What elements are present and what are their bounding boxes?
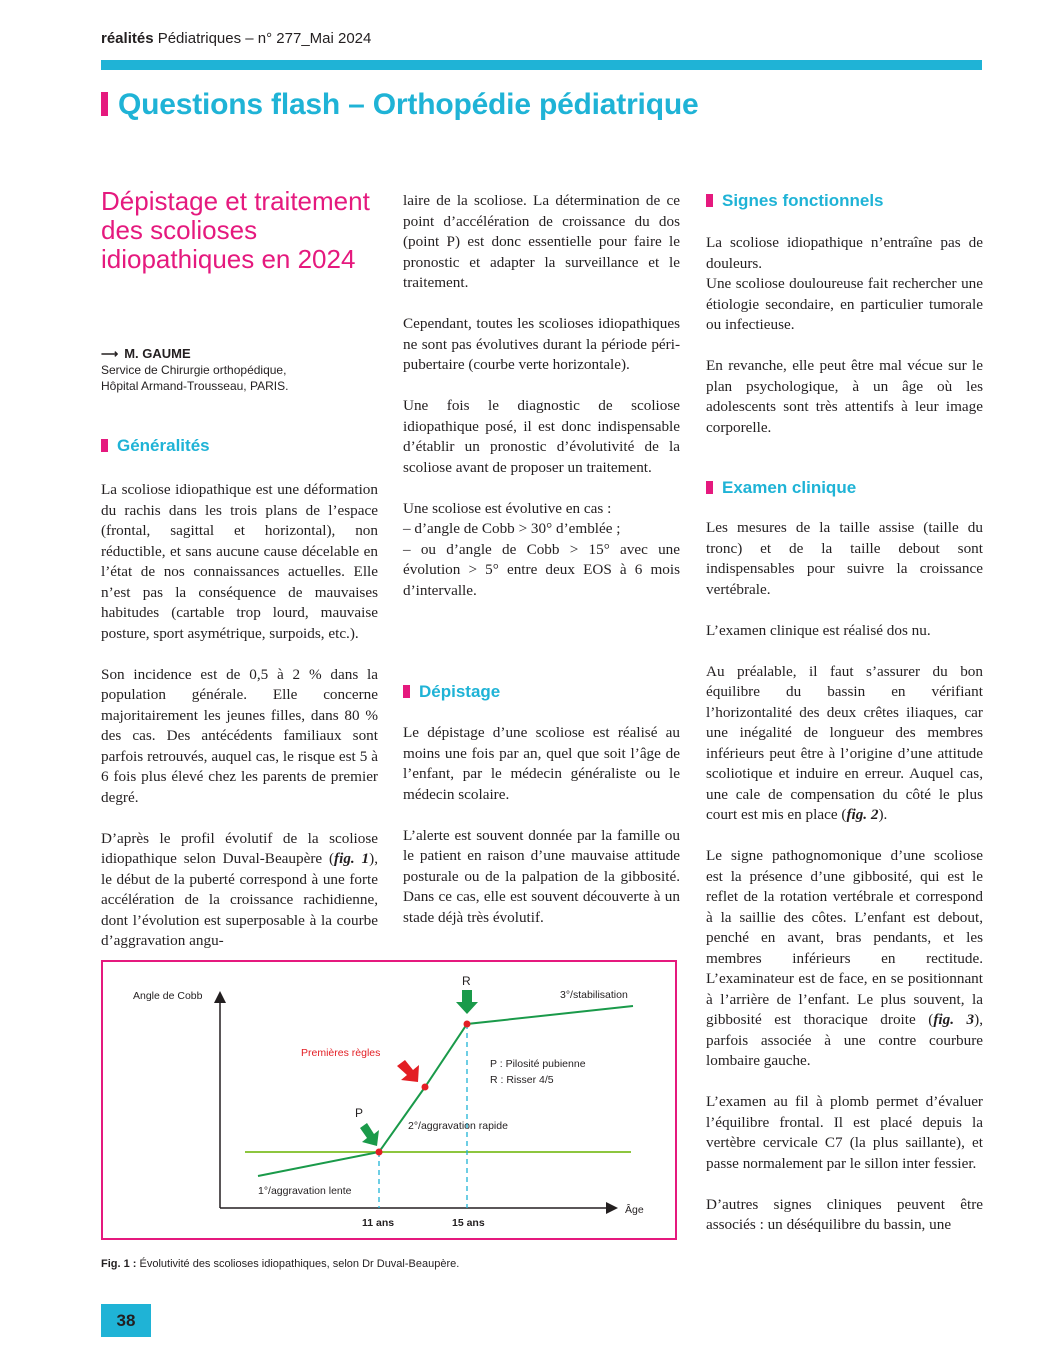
label-premieres-regles: Premières règles — [301, 1047, 381, 1059]
paragraph: Les mesures de la taille assise (taille du tronc) et de la taille debout sont indispensables pour suivre la croissance vertébrale. — [706, 519, 983, 598]
paragraph: Une fois le diagnostic de scoliose idiopathique posé, il est donc indispensable d’établir un pronostic d’évolutivité de la scoliose avant de proposer un traitement. — [403, 397, 680, 476]
heading-text: Examen clinique — [722, 478, 857, 497]
paragraph: Cependant, toutes les scolioses idiopathiques ne sont pas évolutives durant la période péri-pubertaire (courbe verte horizontale). — [403, 315, 680, 373]
point-premieres-regles — [422, 1084, 429, 1091]
figure-reference[interactable]: fig. 1 — [334, 850, 370, 867]
author-affiliation-1: Service de Chirurgie orthopédique, — [101, 363, 287, 377]
header-bar — [101, 60, 982, 70]
figure-reference[interactable]: fig. 2 — [846, 806, 879, 823]
brand-name: réalités — [101, 30, 154, 47]
article-title: Dépistage et traitement des scolioses idiopathiques en 2024 — [101, 186, 370, 274]
legend-p: P : Pilosité pubienne — [490, 1058, 586, 1070]
heading-generalites — [101, 436, 210, 456]
column-3-text-top — [706, 233, 983, 459]
section-marker — [101, 92, 108, 116]
heading-marker — [706, 194, 713, 207]
arrow-r-icon — [456, 990, 478, 1014]
column-3-text-bottom — [706, 518, 983, 1256]
heading-text: Signes fonctionnels — [722, 191, 884, 210]
phase-1-label: 1°/aggravation lente — [258, 1185, 352, 1197]
paragraph: Une scoliose est évolutive en cas : – d’angle de Cobb > 30° d’emblée ; – ou d’angle de Cobb > 15° avec une évolution > 5° entre deux EOS à 6 mois d’intervalle. — [403, 499, 680, 599]
heading-signes-fonctionnels — [706, 191, 884, 211]
column-2-text-bottom — [403, 723, 680, 949]
heading-depistage — [403, 682, 500, 702]
point-r — [464, 1021, 471, 1028]
paragraph: Au préalable, il faut s’assurer du bon équilibre du bassin en vérifiant l’horizontalité des deux crêtes iliaques, car une inégalité de longueur des membres inférieurs peut être à l’origine d’une attitude scoliotique et induire en erreur. Auquel cas, une cale de compensation du côté le plus court est mis en place (fig. 2). — [706, 662, 983, 823]
figure-1 — [101, 960, 677, 1240]
y-axis-label: Angle de Cobb — [133, 990, 203, 1002]
paragraph: La scoliose idiopathique est une déformation du rachis dans les trois plans de l’espace (frontal, sagittal et horizontal), non réductible, et sans aucune cause décelable en l’état de nos connaissances actuelles. Elle n’est pas la conséquence de mauvaises habitudes (cartable trop lourd, mauvaise posture, sport asymétrique, surpoids, etc.). — [101, 481, 378, 642]
point-p — [376, 1149, 383, 1156]
section-title-text: Questions flash – Orthopédie pédiatrique — [118, 88, 699, 121]
tick-11-ans: 11 ans — [362, 1217, 395, 1229]
paragraph: L’alerte est souvent donnée par la famille ou le patient en raison d’une mauvaise attitude posturale ou de la palpation de la gibbosité. Dans ce cas, elle est souvent découverte à un stade déjà très évolutif. — [403, 826, 680, 926]
section-title — [101, 88, 698, 122]
paragraph: Le dépistage d’une scoliose est réalisé au moins une fois par an, quel que soit l’âge de l’enfant, par le médecin généraliste ou le médecin scolaire. — [403, 724, 680, 803]
heading-marker — [403, 685, 410, 698]
evolution-curve — [258, 1006, 633, 1176]
paragraph: La scoliose idiopathique n’entraîne pas de douleurs. Une scoliose douloureuse fait rechercher une étiologie secondaire, en particulier tumorale ou infectieuse. — [706, 234, 983, 333]
page-number: 38 — [101, 1304, 151, 1337]
paragraph: L’examen clinique est réalisé dos nu. — [706, 621, 931, 639]
paragraph: En revanche, elle peut être mal vécue sur le plan psychologique, à un âge où les adolescents sont très attentifs à leur image corporelle. — [706, 357, 983, 436]
heading-text: Dépistage — [419, 682, 501, 701]
arrow-premieres-regles-icon — [397, 1060, 419, 1082]
paragraph: Son incidence est de 0,5 à 2 % dans la population générale. Elle concerne majoritairement les jeunes filles, dans 80 % des cas. Des antécédents familiaux sont parfois retrouvés, auquel cas, le risque est 5 à 6 fois plus élevé chez les parents de premier degré. — [101, 665, 378, 806]
x-axis-label: Âge — [625, 1204, 644, 1216]
label-r: R — [462, 974, 471, 988]
figure-reference[interactable]: fig. 3 — [933, 1011, 975, 1028]
heading-marker — [706, 481, 713, 494]
heading-text: Généralités — [117, 436, 210, 455]
author-affiliation-2: Hôpital Armand-Trousseau, PARIS. — [101, 379, 289, 393]
column-2-text-top — [403, 191, 680, 622]
phase-3-label: 3°/stabilisation — [560, 989, 628, 1001]
paragraph: L’examen au fil à plomb permet d’évaluer l’équilibre frontal. Il est placé depuis la vertèbre cervicale C7 (la plus saillante), et passe normalement par le sillon inter fessier. — [706, 1093, 983, 1172]
figure-caption: Fig. 1 : Évolutivité des scolioses idiopathiques, selon Dr Duval-Beaupère. — [101, 1258, 460, 1270]
paragraph: D’après le profil évolutif de la scoliose idiopathique selon Duval-Beaupère (fig. 1), le début de la puberté correspond à une forte accélération de la croissance rachidienne, dont l’évolution est superposable à la courbe d’aggravation angu- — [101, 829, 378, 949]
author-name: M. GAUME — [124, 346, 191, 361]
paragraph: D’autres signes cliniques peuvent être associés : un déséquilibre du bassin, une — [706, 1195, 983, 1233]
column-1-text — [101, 480, 378, 972]
cobb-evolution-diagram — [103, 962, 675, 1238]
paragraph: Le signe pathognomonique d’une scoliose est la présence d’une gibbosité, qui est le reflet de la rotation vertébrale et correspond à la saillie des côtes. L’enfant est debout, penché en avant, bras pendants, et les membres inférieurs en rectitude. L’examinateur est de face, en se positionnant à l’arrière de l’enfant. Le plus souvent, la gibbosité est thoracique droite (fig. 3), parfois associée à une contre courbure lombaire gauche. — [706, 847, 983, 1069]
legend-r: R : Risser 4/5 — [490, 1074, 554, 1086]
label-p: P — [355, 1106, 364, 1120]
author-block — [101, 346, 288, 394]
running-header — [101, 30, 371, 47]
heading-marker — [101, 439, 108, 452]
tick-15-ans: 15 ans — [452, 1217, 485, 1229]
paragraph: laire de la scoliose. La détermination de ce point d’accélération de croissance du dos (point P) est donc essentielle pour faire le pronostic et adapter la surveillance et le traitement. — [403, 192, 680, 291]
arrow-icon: ⟶ — [101, 347, 119, 361]
arrow-p-icon — [360, 1123, 379, 1146]
issue-info: Pédiatriques – n° 277_Mai 2024 — [153, 30, 372, 47]
phase-2-label: 2°/aggravation rapide — [408, 1120, 508, 1132]
heading-examen-clinique — [706, 478, 856, 498]
